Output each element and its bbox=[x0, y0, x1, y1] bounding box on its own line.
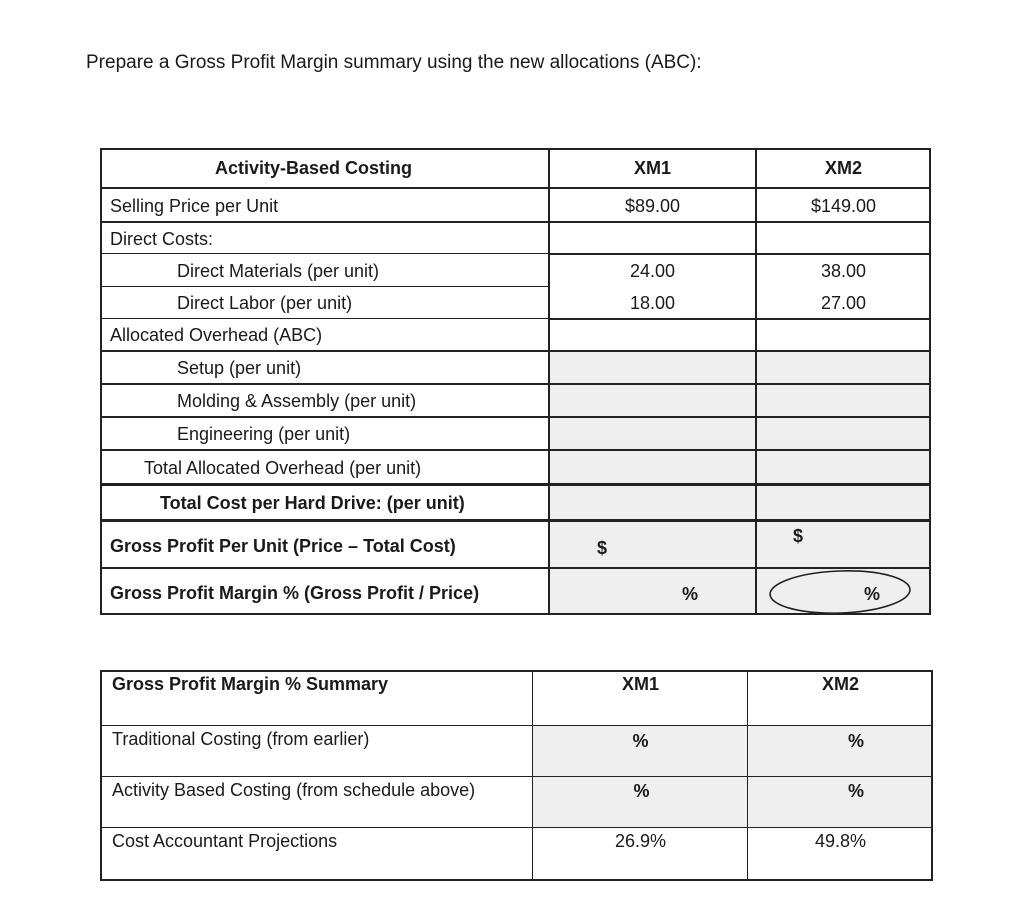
abc-header-xm1: XM1 bbox=[633, 158, 671, 178]
allocated-overhead-label: Allocated Overhead (ABC) bbox=[110, 325, 323, 345]
total-overhead-label: Total Allocated Overhead (per unit) bbox=[144, 458, 422, 478]
summary-row-projections-label: Cost Accountant Projections bbox=[112, 831, 338, 851]
abc-rule-1 bbox=[100, 187, 931, 189]
direct-materials-xm1: 24.00 bbox=[629, 261, 676, 281]
selling-price-label: Selling Price per Unit bbox=[110, 196, 279, 216]
setup-label: Setup (per unit) bbox=[177, 358, 302, 378]
abc-col-divider-1 bbox=[548, 148, 550, 615]
summary-table bbox=[100, 670, 933, 881]
instruction-text: Prepare a Gross Profit Margin summary using the new allocations (ABC): bbox=[86, 52, 702, 73]
direct-labor-xm1: 18.00 bbox=[629, 293, 676, 313]
gross-profit-xm1-currency: $ bbox=[597, 538, 608, 558]
summary-rule-3 bbox=[100, 827, 933, 828]
summary-row-projections-xm2: 49.8% bbox=[814, 831, 867, 851]
summary-rule-2 bbox=[100, 776, 933, 777]
summary-row-traditional-xm2: % bbox=[847, 731, 864, 751]
abc-header-xm2: XM2 bbox=[824, 158, 862, 178]
summary-header-xm1: XM1 bbox=[621, 674, 659, 694]
summary-row-abc-label: Activity Based Costing (from schedule above) bbox=[112, 780, 476, 800]
abc-rule-2 bbox=[100, 221, 931, 223]
direct-costs-label: Direct Costs: bbox=[110, 229, 214, 249]
abc-rule-3b bbox=[100, 253, 549, 254]
abc-rule-4 bbox=[100, 286, 549, 287]
summary-row-projections-xm1: 26.9% bbox=[614, 831, 667, 851]
direct-labor-label: Direct Labor (per unit) bbox=[177, 293, 353, 313]
abc-rule-5 bbox=[100, 318, 549, 319]
abc-rule-3 bbox=[549, 253, 931, 255]
abc-col-divider-2 bbox=[755, 148, 757, 615]
summary-row-abc-xm2: % bbox=[847, 781, 864, 801]
selling-price-xm2: $149.00 bbox=[810, 196, 877, 216]
summary-row-abc-xm1: % bbox=[633, 781, 650, 801]
summary-row-traditional-xm1: % bbox=[632, 731, 649, 751]
gross-margin-label: Gross Profit Margin % (Gross Profit / Price) bbox=[110, 583, 480, 603]
abc-rule-8 bbox=[100, 416, 931, 418]
molding-label: Molding & Assembly (per unit) bbox=[177, 391, 417, 411]
abc-rule-12 bbox=[100, 567, 931, 569]
abc-rule-6 bbox=[100, 350, 931, 352]
total-cost-label: Total Cost per Hard Drive: (per unit) bbox=[160, 493, 465, 513]
direct-labor-xm2: 27.00 bbox=[820, 293, 867, 313]
selling-price-xm1: $89.00 bbox=[624, 196, 681, 216]
engineering-label: Engineering (per unit) bbox=[177, 424, 351, 444]
abc-rule-5b bbox=[549, 318, 931, 320]
gross-margin-xm1-percent: % bbox=[682, 584, 699, 604]
abc-header-label: Activity-Based Costing bbox=[215, 158, 413, 178]
summary-rule-1 bbox=[100, 725, 933, 726]
abc-rule-7 bbox=[100, 383, 931, 385]
abc-rule-11 bbox=[100, 519, 931, 522]
direct-materials-label: Direct Materials (per unit) bbox=[177, 261, 380, 281]
gross-profit-xm2-currency: $ bbox=[793, 526, 804, 546]
direct-materials-xm2: 38.00 bbox=[820, 261, 867, 281]
abc-table bbox=[100, 148, 931, 615]
gross-margin-xm2-percent: % bbox=[864, 584, 881, 604]
gross-profit-label: Gross Profit Per Unit (Price – Total Cost) bbox=[110, 536, 456, 556]
summary-header-label: Gross Profit Margin % Summary bbox=[112, 674, 389, 694]
abc-rule-9 bbox=[100, 449, 931, 451]
abc-table-border bbox=[100, 148, 931, 615]
summary-header-xm2: XM2 bbox=[821, 674, 859, 694]
summary-row-traditional-label: Traditional Costing (from earlier) bbox=[112, 729, 370, 749]
abc-rule-10 bbox=[100, 483, 931, 486]
